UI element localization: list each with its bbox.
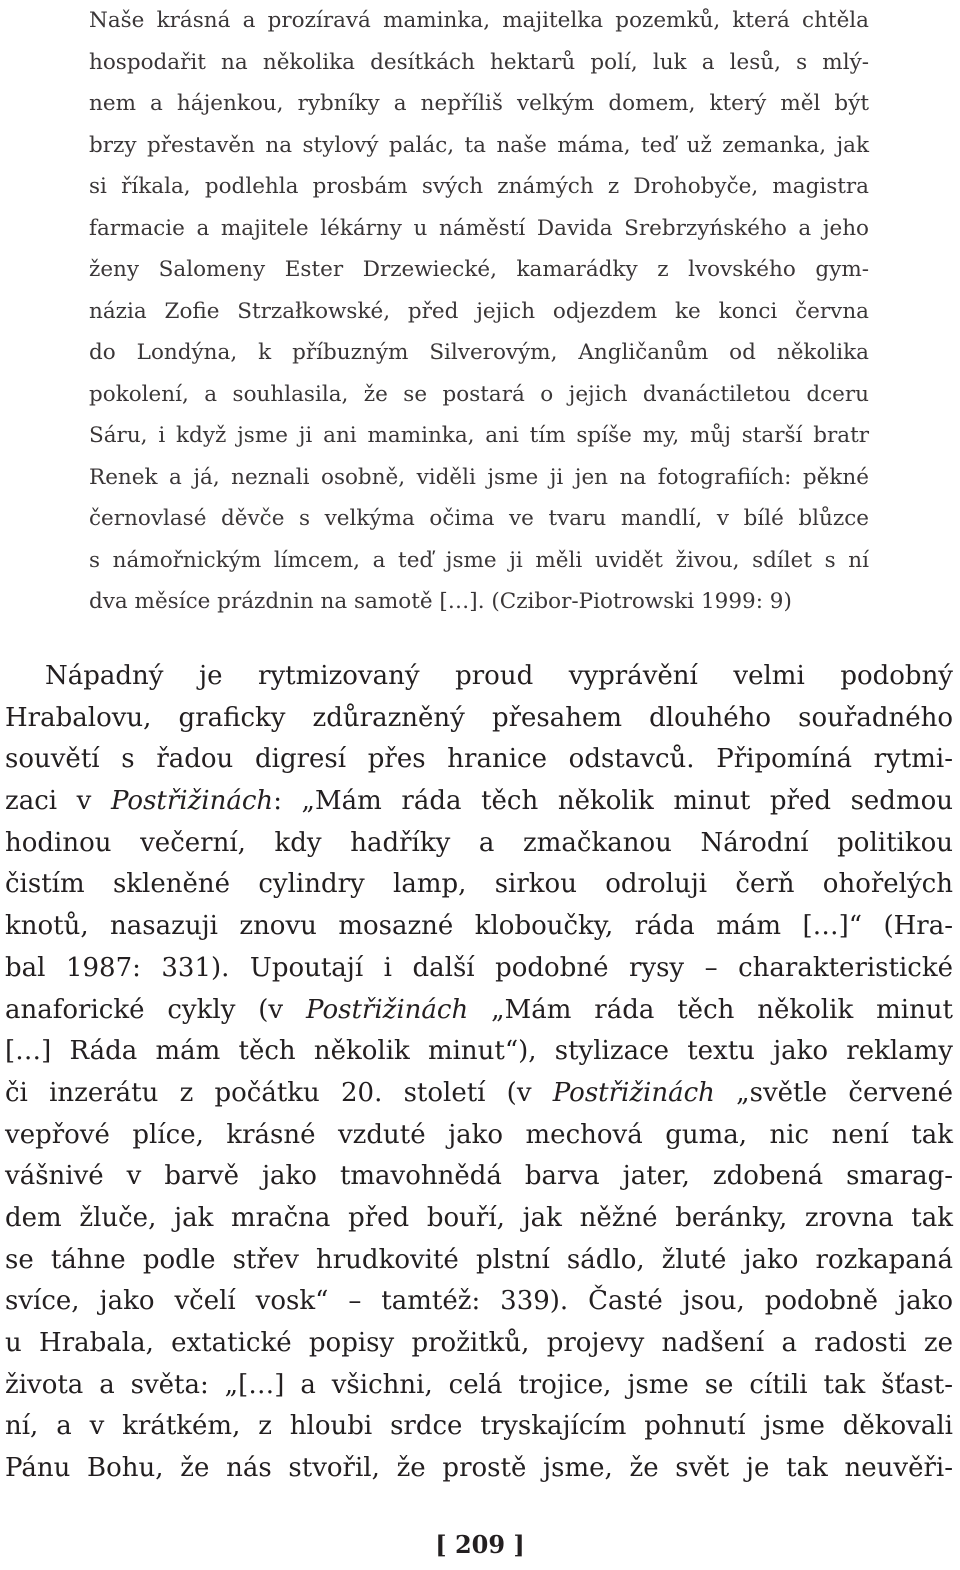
body-line: vepřové plíce, krásné vzduté jako mechová guma, nic není tak: [5, 1119, 953, 1150]
body-line: Hrabalovu, graficky zdůrazněný přesahem dlouhého souřadného: [5, 702, 953, 733]
body-line: knotů, nasazuji znovu mosazné kloboučky, ráda mám […]“ (Hra-: [5, 911, 953, 942]
quote-line: pokolení, a souhlasila, že se postará o jejich dvanáctiletou dceru: [89, 381, 869, 407]
quote-line: brzy přestavěn na stylový palác, ta naše máma, teď už zemanka, jak: [89, 132, 869, 158]
body-line: […] Ráda mám těch několik minut“), stylizace textu jako reklamy: [5, 1036, 953, 1067]
body-line: vášnivé v barvě jako tmavohnědá barva jater, zdobená smarag-: [5, 1161, 953, 1192]
quote-line: hospodařit na několika desítkách hektarů polí, luk a lesů, s mlý-: [89, 49, 869, 75]
body-line: hodinou večerní, kdy hadříky a zmačkanou Národní politikou: [5, 827, 953, 858]
book-title-italic: Postřižinách: [552, 1077, 715, 1108]
quote-line: ženy Salomeny Ester Drzewiecké, kamarádky z lvovského gym-: [89, 257, 869, 282]
body-line: Pánu Bohu, že nás stvořil, že prostě jsme, že svět je tak neuvěři-: [5, 1453, 953, 1484]
body-line: života a světa: „[…] a všichni, celá trojice, jsme se cítili tak šťast-: [5, 1369, 953, 1400]
body-line: ní, a v krátkém, z hloubi srdce tryskajícím pohnutí jsme děkovali: [5, 1411, 953, 1442]
body-text-span: zaci v: [5, 786, 111, 817]
quote-line: Sáru, i když jsme ji ani maminka, ani tím spíše my, můj starší bratr: [89, 423, 869, 448]
body-line: dem žluče, jak mračna před bouří, jak něžné beránky, zrovna tak: [5, 1202, 953, 1233]
book-title-italic: Postřižinách: [306, 994, 469, 1025]
body-text-span: „Mám ráda těch několik minut: [468, 994, 954, 1025]
book-title-italic: Postřižinách: [110, 786, 274, 817]
body-text-span: či inzerátu z počátku 20. století (v: [5, 1077, 553, 1108]
body-text-span: : „Mám ráda těch několik minut před sedmou: [273, 786, 954, 817]
body-line: u Hrabala, extatické popisy prožitků, projevy nadšení a radosti ze: [5, 1328, 953, 1358]
body-text-span: anaforické cykly (v: [5, 994, 307, 1025]
body-text-span: „světle červené: [714, 1077, 953, 1108]
body-line: čistím skleněné cylindry lamp, sirkou odroluji čerň ohořelých: [5, 869, 953, 900]
quote-line: do Londýna, k příbuzným Silverovým, Angličanům od několika: [89, 340, 869, 365]
page-number: [ 209 ]: [435, 1530, 525, 1559]
quote-line: Renek a já, neznali osobně, viděli jsme ji jen na fotografiích: pěkné: [89, 464, 869, 490]
body-paragraph: [5, 656, 953, 1490]
quote-line: černovlasé děvče s velkýma očima ve tvaru mandlí, v bílé blůzce: [89, 506, 869, 531]
body-line: Nápadný je rytmizovaný proud vyprávění velmi podobný: [45, 661, 953, 691]
quote-line: si říkala, podlehla prosbám svých známých z Drohobyče, magistra: [89, 174, 869, 199]
quote-line: názia Zofie Strzałkowské, před jejich odjezdem ke konci června: [89, 298, 869, 324]
body-line: souvětí s řadou digresí přes hranice odstavců. Připomíná rytmi-: [5, 744, 953, 775]
block-quote: [89, 0, 869, 623]
body-line: se táhne podle střev hrudkovité plstní sádlo, žluté jako rozkapaná: [5, 1244, 953, 1275]
body-line: [5, 990, 953, 1032]
body-line: svíce, jako včelí vosk“ – tamtéž: 339). Časté jsou, podobně jako: [5, 1286, 953, 1317]
body-line: bal 1987: 331). Upoutají i další podobné rysy – charakteristické: [5, 952, 953, 983]
body-line: [5, 781, 953, 823]
quote-line: s námořnickým límcem, a teď jsme ji měli uvidět živou, sdílet s ní: [89, 547, 869, 573]
quote-line: nem a hájenkou, rybníky a nepříliš velkým domem, který měl být: [89, 91, 869, 116]
quote-line: farmacie a majitele lékárny u náměstí Davida Srebrzyńského a jeho: [89, 215, 869, 241]
quote-line: dva měsíce prázdnin na samotě […]. (Czibor-Piotrowski 1999: 9): [89, 589, 792, 614]
quote-line: Naše krásná a prozíravá maminka, majitelka pozemků, která chtěla: [89, 8, 869, 33]
body-line: [5, 1073, 953, 1115]
